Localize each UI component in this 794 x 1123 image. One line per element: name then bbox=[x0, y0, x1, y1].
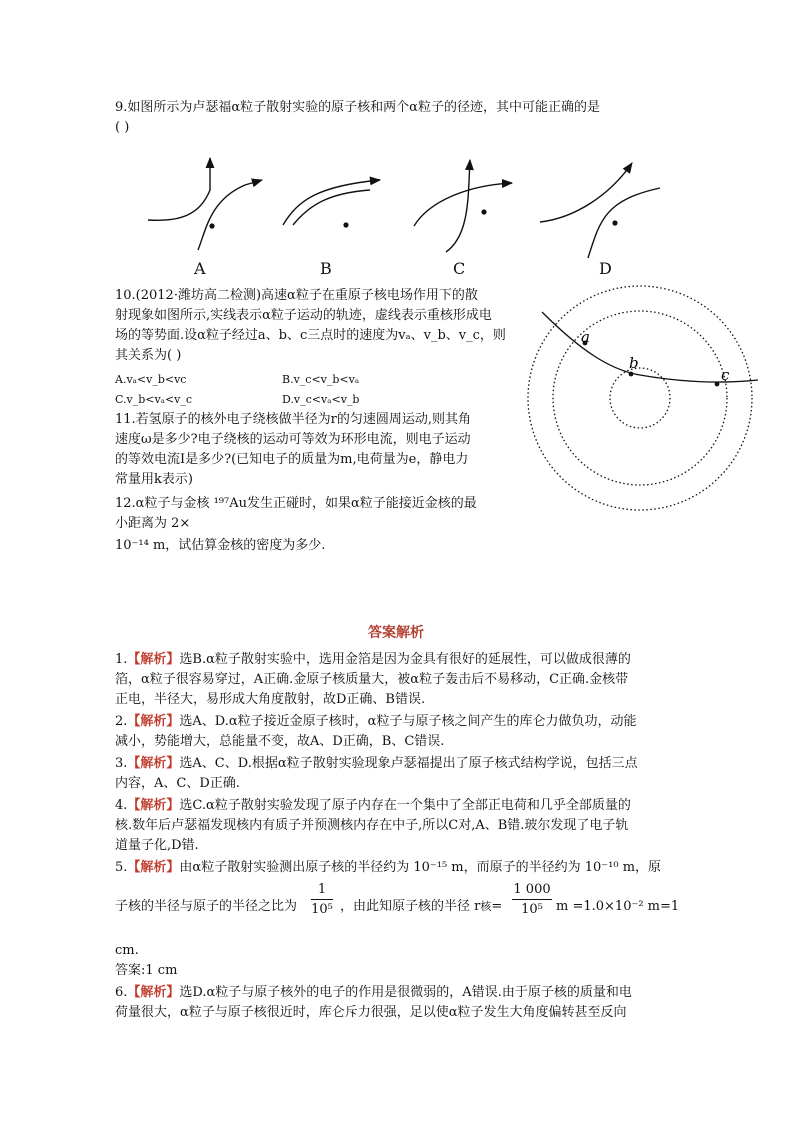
q10-option-d: D.v_c<vₐ<v_b bbox=[282, 393, 360, 406]
q10-line3: 场的等势面.设α粒子经过a、b、c三点时的速度为vₐ、v_b、v_c，则 bbox=[115, 328, 506, 343]
q9-line1: 9.如图所示为卢瑟福α粒子散射实验的原子核和两个α粒子的径迹，其中可能正确的是 bbox=[115, 100, 600, 115]
analysis-tag: 【解析】 bbox=[127, 985, 180, 1000]
q9-line2: ( ) bbox=[115, 120, 130, 135]
q11-line1: 11.若氢原子的核外电子绕核做半径为r的匀速圆周运动,则其角 bbox=[115, 412, 472, 427]
q10-line1: 10.(2012·潍坊高二检测)高速α粒子在重原子核电场作用下的散 bbox=[115, 288, 478, 303]
q10-option-b: B.v_c<v_b<vₐ bbox=[282, 373, 360, 386]
q12-line1: 12.α粒子与金核 ¹⁹⁷Au发生正碰时，如果α粒子能接近金核的最 bbox=[115, 496, 477, 511]
answer-2-line2: 减小，势能增大，总能量不变，故A、D正确，B、C错误. bbox=[115, 734, 445, 749]
answer-6-line2: 荷量很大，α粒子与原子核很近时，库仑斥力很强，足以使α粒子发生大角度偏转甚至反向 bbox=[115, 1005, 627, 1020]
answer-1-line1: 1.【解析】选B.α粒子散射实验中，选用金箔是因为金具有很好的延展性，可以做成很薄的 bbox=[115, 652, 631, 667]
label-b: b bbox=[629, 354, 639, 372]
point-b bbox=[629, 372, 634, 377]
answer-2-line1: 2.【解析】选A、D.α粒子接近金原子核时，α粒子与原子核之间产生的库仑力做负功，动能 bbox=[115, 714, 637, 729]
fraction-radius: 1 000 10⁵ bbox=[513, 882, 551, 917]
point-c bbox=[715, 382, 720, 387]
q10-option-a: A.vₐ<v_b<vc bbox=[115, 373, 187, 386]
q12-line3: 10⁻¹⁴ m，试估算金核的密度为多少. bbox=[115, 538, 326, 553]
answer-5-line2c: m =1.0×10⁻² m=1 bbox=[556, 899, 680, 914]
q12-line2: 小距离为 2× bbox=[115, 516, 191, 531]
answer-3-line2: 内容，A、C、D正确. bbox=[115, 776, 240, 791]
q11-line3: 的等效电流I是多少?(已知电子的质量为m,电荷量为e，静电力 bbox=[115, 452, 469, 467]
equipotential-inner bbox=[610, 368, 670, 428]
fig-label-d: D bbox=[599, 259, 612, 278]
answer-3-line1: 3.【解析】选A、C、D.根据α粒子散射实验现象卢瑟福提出了原子核式结构学说，包括三点 bbox=[115, 756, 638, 771]
answer-1-line2: 箔，α粒子很容易穿过，A正确.金原子核质量大，被α粒子轰击后不易移动，C正确.金核带 bbox=[115, 672, 629, 687]
answer-6-line1: 6.【解析】选D.α粒子与原子核外的电子的作用是很微弱的，A错误.由于原子核的质量和电 bbox=[115, 985, 632, 1000]
q10-option-c: C.v_b<vₐ<v_c bbox=[115, 393, 193, 406]
answer-5-line3: cm. bbox=[115, 943, 139, 958]
fig-label-a: A bbox=[194, 259, 206, 278]
fig-label-c: C bbox=[453, 259, 466, 278]
q11-line2: 速度ω是多少?电子绕核的运动可等效为环形电流，则电子运动 bbox=[115, 432, 471, 447]
answer-4-line2: 核.数年后卢瑟福发现核内有质子并预测核内存在中子,所以C对,A、B错.玻尔发现了电子轨 bbox=[115, 818, 629, 833]
analysis-tag: 【解析】 bbox=[127, 860, 180, 875]
answer-5-final: 答案:1 cm bbox=[115, 963, 178, 978]
label-c: c bbox=[721, 366, 730, 384]
equipotential-middle bbox=[553, 311, 727, 485]
answers-title: 答案解析 bbox=[368, 625, 424, 641]
fraction-ratio: 1 10⁵ bbox=[311, 882, 333, 917]
answer-4-line3: 道量子化,D错. bbox=[115, 838, 199, 853]
q10-line4: 其关系为( ) bbox=[115, 348, 182, 363]
q10-line2: 射现象如图所示,实线表示α粒子运动的轨迹，虚线表示重核形成电 bbox=[115, 308, 492, 323]
fig-label-b: B bbox=[320, 259, 332, 278]
label-a: a bbox=[581, 328, 590, 346]
q11-line4: 常量用k表示) bbox=[115, 472, 193, 487]
answer-5-line2a: 子核的半径与原子的半径之比为 bbox=[115, 899, 298, 914]
analysis-tag: 【解析】 bbox=[127, 714, 180, 729]
analysis-tag: 【解析】 bbox=[127, 756, 180, 771]
answer-5-line1: 5.【解析】由α粒子散射实验测出原子核的半径约为 10⁻¹⁵ m，而原子的半径约为 10⁻¹⁰ m，原 bbox=[115, 860, 662, 875]
answer-1-line3: 正电，半径大，易形成大角度散射，故D正确、B错误. bbox=[115, 692, 426, 707]
analysis-tag: 【解析】 bbox=[127, 652, 180, 667]
answer-5-line2b: ，由此知原子核的半径 r核= bbox=[340, 899, 503, 914]
equipotential-outer bbox=[528, 286, 752, 510]
analysis-tag: 【解析】 bbox=[127, 798, 180, 813]
answer-4-line1: 4.【解析】选C.α粒子散射实验发现了原子内存在一个集中了全部正电荷和几乎全部质量的 bbox=[115, 798, 631, 813]
